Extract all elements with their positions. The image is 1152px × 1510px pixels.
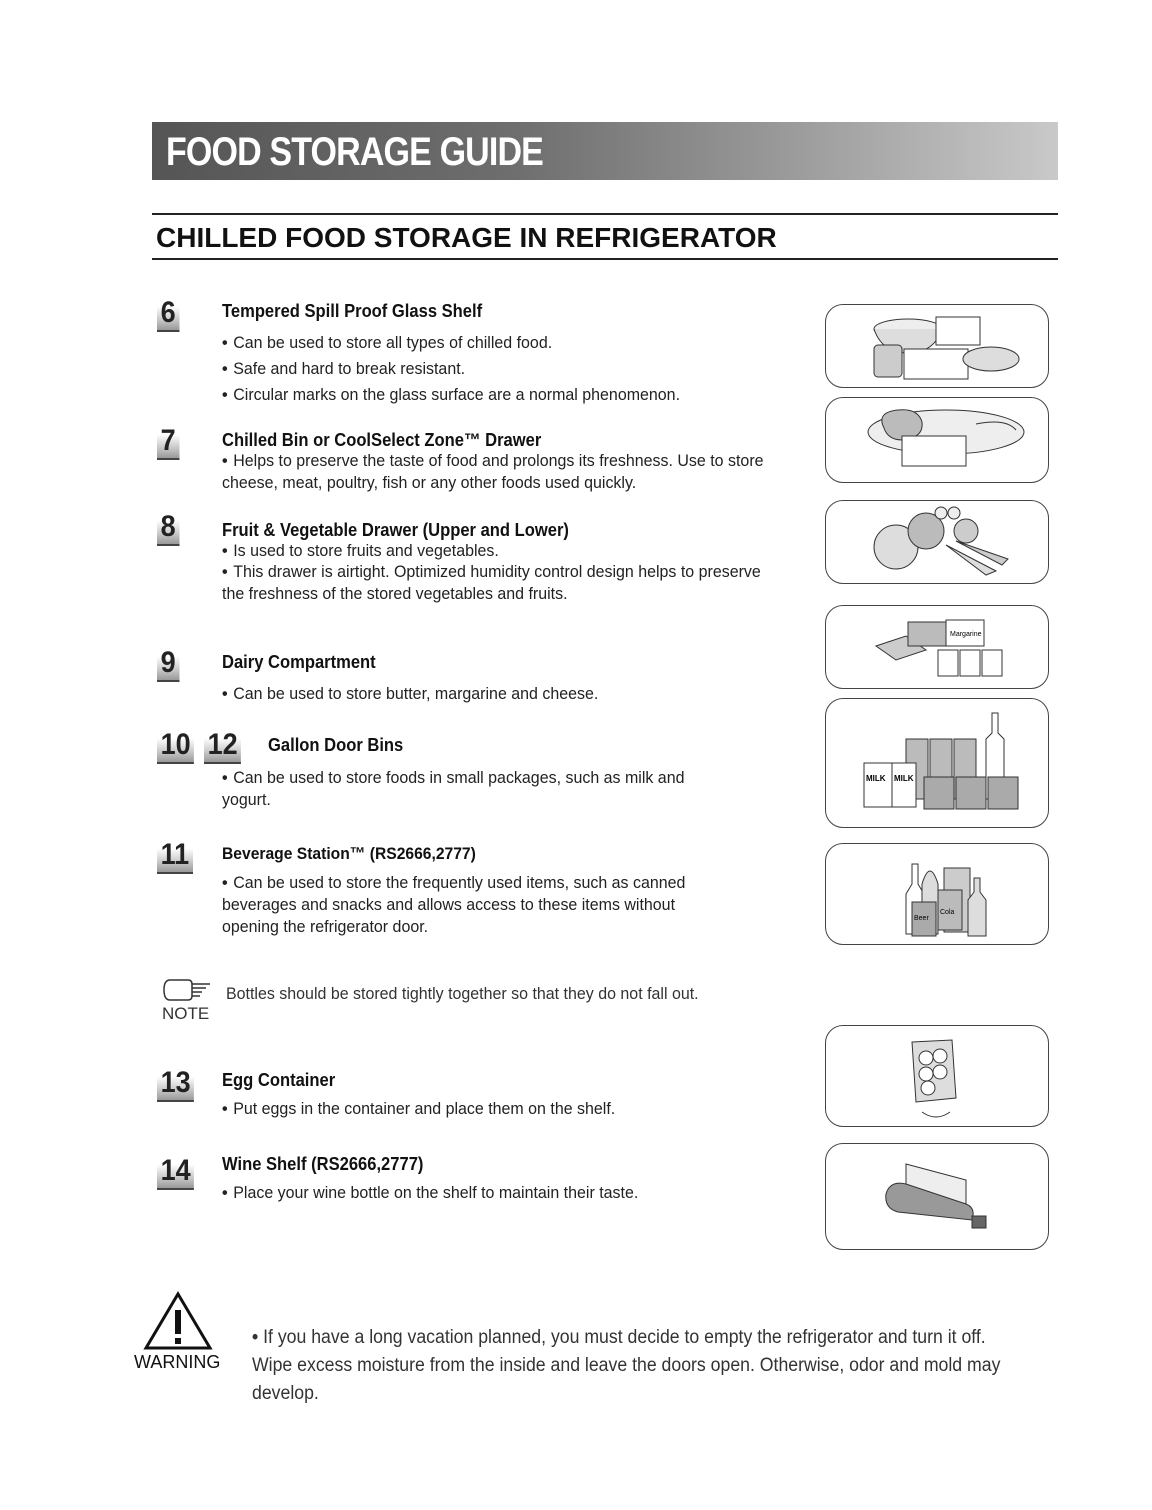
glass-shelf-food-icon: [825, 304, 1049, 388]
section-bottom-rule: [152, 258, 1058, 260]
beverage-station-icon: [825, 843, 1049, 945]
warning-body: If you have a long vacation planned, you must decide to empty the refrigerator and turn it off. Wipe excess moisture from the inside and leave the doors open. Otherwise, odor and mold may develop.: [252, 1327, 1001, 1404]
item-title: Dairy Compartment: [222, 652, 376, 672]
wine-shelf-icon: [825, 1143, 1049, 1250]
item-number: 11: [157, 838, 193, 874]
vegetables-icon: [825, 500, 1049, 584]
note-hand-icon: [162, 976, 214, 1004]
note-text: Bottles should be stored tightly together so that they do not fall out.: [226, 984, 699, 1003]
item-number: 8: [157, 510, 179, 546]
milk-label: MILK: [894, 774, 914, 783]
cola-label: Cola: [940, 909, 955, 916]
milk-label: MILK: [866, 774, 886, 783]
note-label: NOTE: [162, 1004, 210, 1023]
item-title: Fruit & Vegetable Drawer (Upper and Lower): [222, 520, 569, 540]
item-title: Chilled Bin or CoolSelect Zone™ Drawer: [222, 430, 542, 450]
item-number: 13: [157, 1066, 194, 1102]
warning-triangle-icon: [142, 1290, 214, 1352]
item-title: Beverage Station™ (RS2666,2777): [222, 844, 476, 863]
item-title: Gallon Door Bins: [268, 735, 404, 755]
egg-container-icon: [825, 1025, 1049, 1127]
warning-label: WARNING: [134, 1352, 221, 1372]
item-bullet: • Can be used to store butter, margarine and cheese.: [222, 683, 748, 705]
item-bullet: • Is used to store fruits and vegetables.: [222, 540, 748, 562]
item-number: 9: [157, 646, 179, 682]
item-number: 12: [204, 728, 241, 764]
item-number: 6: [157, 296, 179, 332]
gallon-bins-icon: [825, 698, 1049, 828]
item-title: Tempered Spill Proof Glass Shelf: [222, 301, 483, 321]
item-bullet: • Helps to preserve the taste of food and prolongs its freshness. Use to store cheese, meat, poultry, fish or any other foods used quickly.: [222, 450, 767, 494]
dairy-butter-icon: [825, 605, 1049, 689]
item-title: Wine Shelf (RS2666,2777): [222, 1154, 424, 1174]
item-bullet: • Can be used to store the frequently used items, such as canned beverages and snacks and allows access to these items without opening the refrigerator door.: [222, 872, 730, 938]
item-number: 7: [157, 424, 179, 460]
item-number: 10: [157, 728, 194, 764]
banner-title: FOOD STORAGE GUIDE: [166, 130, 544, 174]
page-banner: [152, 122, 1058, 180]
item-bullet: • Can be used to store foods in small packages, such as milk and yogurt.: [222, 767, 720, 811]
item-title: Egg Container: [222, 1070, 336, 1090]
warning-text: • If you have a long vacation planned, you must decide to empty the refrigerator and turn it off. Wipe excess moisture from the inside and leave the doors open. Otherwise, odor and mold may develop.: [252, 1327, 1001, 1404]
item-bullet: • Safe and hard to break resistant.: [222, 358, 748, 380]
section-title: CHILLED FOOD STORAGE IN REFRIGERATOR: [156, 222, 777, 253]
margarine-label: Margarine: [950, 631, 982, 638]
beer-label: Beer: [914, 915, 929, 922]
item-number: 14: [157, 1154, 194, 1190]
item-bullet: • This drawer is airtight. Optimized humidity control design helps to preserve the freshness of the stored vegetables and fruits.: [222, 561, 767, 605]
item-bullet: • Place your wine bottle on the shelf to maintain their taste.: [222, 1182, 748, 1204]
item-bullet: • Circular marks on the glass surface are a normal phenomenon.: [222, 384, 748, 406]
chilled-meat-icon: [825, 397, 1049, 483]
section-top-rule: [152, 213, 1058, 215]
item-bullet: • Put eggs in the container and place them on the shelf.: [222, 1098, 748, 1120]
item-bullet: • Can be used to store all types of chilled food.: [222, 332, 748, 354]
